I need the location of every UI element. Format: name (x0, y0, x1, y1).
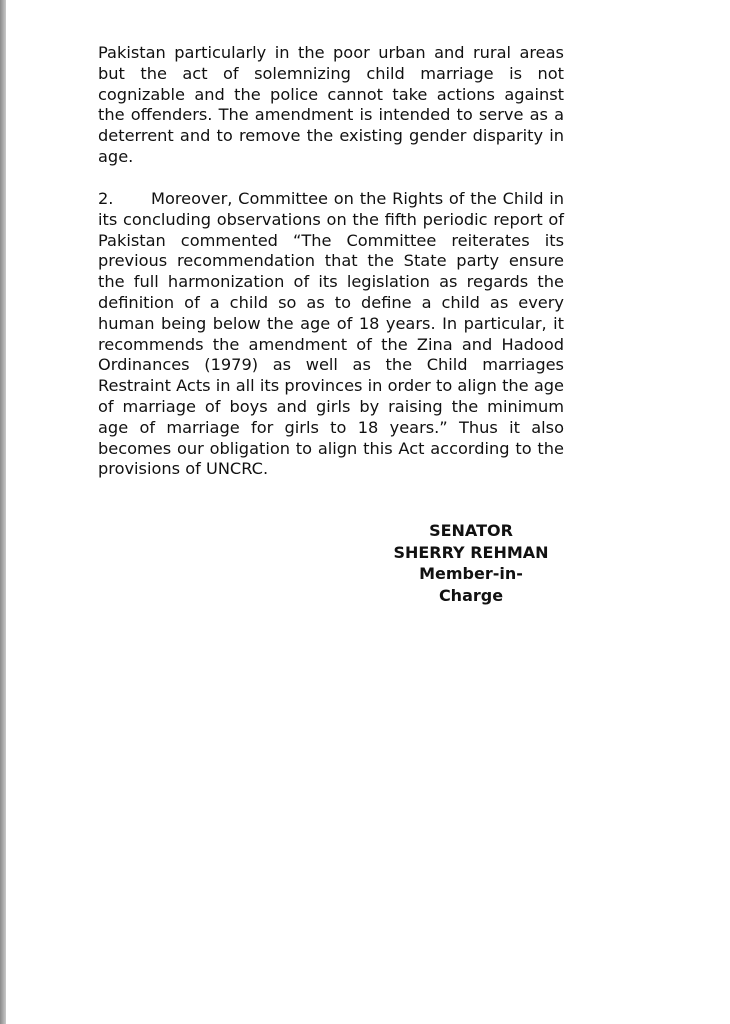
paragraph-continuation (98, 43, 564, 168)
document-page (6, 0, 730, 1024)
signature-role-line-2: Charge (438, 585, 504, 605)
paragraph-text: Pakistan particularly in the poor urban and rural areas but the act of solemnizing child marriage is not cognizable and the police cannot take actions against the offenders. The amendment is intended to serve as a deterrent and to remove the existing gender disparity in age. (98, 43, 564, 166)
signature-block (366, 520, 576, 606)
signature-role-line-1: Member-in- (419, 564, 523, 583)
paragraph-text: Moreover, Committee on the Rights of the Child in its concluding observations on the fifth periodic report of Pakistan commented “The Committee reiterates its previous recommendation that the State party ensure the full harmonization of its legislation as regards the definition of a child so as to define a child as every human being below the age of 18 years. In particular, it recommends the amendment of the Zina and Hadood Ordinances (1979) as well as the Child marriages Restraint Acts in all its provinces in order to align the age of marriage of boys and girls by raising the minimum age of marriage for girls to 18 years.” Thus it also becomes our obligation to align this Act according to the provisions of UNCRC. (98, 189, 564, 479)
paragraph-2 (98, 189, 564, 480)
paragraph-number: 2. (98, 189, 114, 208)
signature-title: SENATOR (429, 521, 513, 540)
signature-name: SHERRY REHMAN (393, 542, 549, 562)
